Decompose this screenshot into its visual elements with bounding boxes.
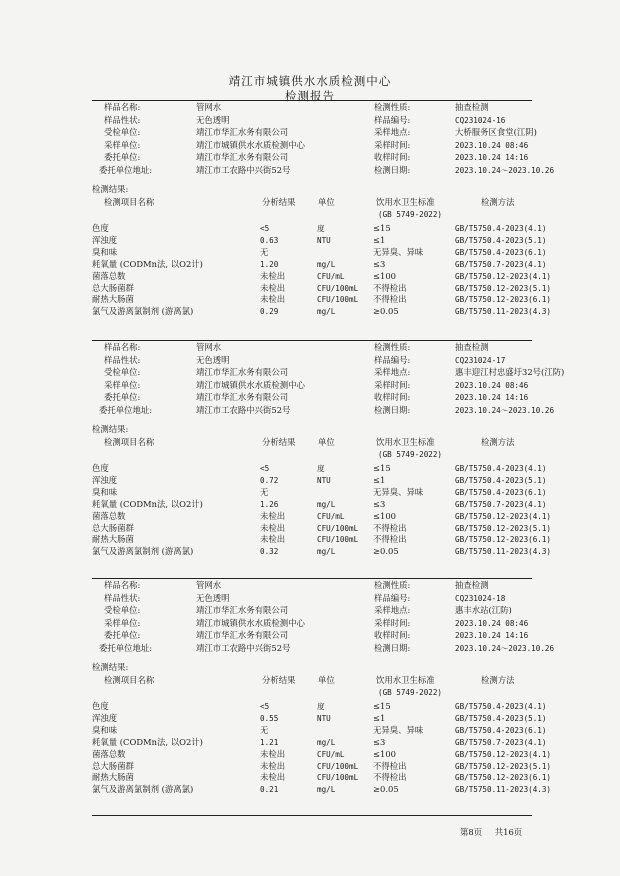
entrusting-address-value: 靖江市工农路中兴街52号 — [196, 404, 291, 415]
entrusting-address-value: 靖江市工农路中兴街52号 — [196, 642, 291, 653]
col-header-method: 检测方法 — [481, 197, 515, 207]
entrusting-address-label: 委托单位地址: — [99, 164, 153, 175]
sample-name-label: 样品名称: — [104, 102, 141, 112]
row-method: GB/T5750.12-2023(5.1) — [455, 283, 552, 293]
row-standard: ≤1 — [373, 712, 386, 723]
row-result: <5 — [260, 464, 270, 473]
row-unit: NTU — [317, 235, 331, 245]
col-header-item: 检测项目名称 — [104, 197, 155, 207]
row-item-name: 耗氧量 (CODMn法, 以O2计) — [92, 258, 203, 269]
row-item-name: 菌落总数 — [92, 510, 126, 521]
sample-name-value: 管网水 — [196, 342, 222, 352]
sampling-unit-label: 采样单位: — [104, 139, 141, 150]
results-label: 检测结果: — [92, 184, 129, 194]
row-method: GB/T5750.12-2023(6.1) — [455, 535, 552, 545]
sample-number-label: 样品编号: — [374, 114, 411, 125]
col-header-standard: 饮用水卫生标准 — [376, 197, 435, 207]
row-unit: CFU/100mL — [317, 761, 359, 771]
receive-time-value: 2023.10.24 14:16 — [455, 393, 529, 402]
test-date-value: 2023.10.24～2023.10.26 — [455, 165, 555, 175]
sample-nature-value: 无色透明 — [196, 114, 230, 125]
row-method: GB/T5750.4-2023(4.1) — [455, 702, 547, 711]
row-unit: CFU/mL — [317, 511, 345, 521]
sampling-site-label: 采样地点: — [374, 605, 411, 615]
sampling-time-label: 采样时间: — [374, 617, 411, 628]
row-method: GB/T5750.4-2023(6.1) — [455, 487, 547, 497]
entrusting-unit-label: 委托单位: — [104, 630, 141, 640]
row-standard: ≤100 — [373, 510, 397, 521]
client-unit-value: 靖江市华汇水务有限公司 — [196, 605, 289, 615]
row-result: 1.20 — [260, 259, 279, 269]
divider-line — [92, 100, 532, 101]
receive-time-label: 收样时间: — [374, 630, 411, 640]
row-standard: ≤100 — [373, 270, 397, 281]
row-item-name: 总大肠菌群 — [92, 282, 134, 293]
entrusting-address-label: 委托单位地址: — [99, 642, 153, 653]
col-header-result: 分析结果 — [262, 437, 296, 447]
row-item-name: 氯气及游离氯制剂 (游离氯) — [92, 546, 194, 557]
row-method: GB/T5750.4-2023(5.1) — [455, 475, 547, 485]
test-date-label: 检测日期: — [374, 404, 411, 415]
divider-line — [92, 815, 532, 816]
test-nature-value: 抽查检测 — [455, 102, 489, 112]
row-item-name: 菌落总数 — [92, 270, 126, 281]
page-total: 共16页 — [494, 827, 523, 837]
row-item-name: 菌落总数 — [92, 748, 126, 759]
row-item-name: 氯气及游离氯制剂 (游离氯) — [92, 784, 194, 795]
sample-nature-value: 无色透明 — [196, 354, 230, 365]
sample-number-value: CQ231024-16 — [455, 115, 506, 125]
row-result: <5 — [260, 224, 270, 233]
row-result: 未检出 — [260, 772, 286, 783]
row-unit: CFU/mL — [317, 271, 345, 281]
sampling-site-value: 惠丰水站(江防) — [455, 605, 512, 615]
row-result: 未检出 — [260, 510, 286, 521]
entrusting-unit-value: 靖江市华汇水务有限公司 — [196, 392, 289, 402]
row-result: 未检出 — [260, 760, 286, 771]
sample-nature-label: 样品性状: — [104, 354, 141, 365]
row-standard: 不得检出 — [373, 294, 407, 305]
row-result: 0.63 — [260, 235, 279, 245]
entrusting-address-value: 靖江市工农路中兴街52号 — [196, 164, 291, 175]
client-unit-label: 受检单位: — [104, 605, 141, 615]
sample-nature-label: 样品性状: — [104, 592, 141, 603]
sampling-site-value: 大桥服务区食堂(江阴) — [455, 127, 537, 137]
row-standard: 不得检出 — [373, 522, 407, 533]
test-nature-value: 抽查检测 — [455, 580, 489, 590]
row-item-name: 色度 — [92, 463, 109, 473]
row-item-name: 耗氧量 (CODMn法, 以O2计) — [92, 736, 203, 747]
sample-number-label: 样品编号: — [374, 592, 411, 603]
row-item-name: 总大肠菌群 — [92, 522, 134, 533]
receive-time-value: 2023.10.24 14:16 — [455, 153, 529, 162]
col-header-standard: 饮用水卫生标准 — [376, 437, 435, 447]
row-result: 0.72 — [260, 475, 279, 485]
test-nature-label: 检测性质: — [374, 580, 411, 590]
col-header-standard: 饮用水卫生标准 — [376, 675, 435, 685]
row-method: GB/T5750.11-2023(4.3) — [455, 785, 552, 795]
sampling-unit-label: 采样单位: — [104, 379, 141, 390]
row-standard: ≤1 — [373, 474, 386, 485]
row-result: 未检出 — [260, 534, 286, 545]
row-method: GB/T5750.4-2023(5.1) — [455, 713, 547, 723]
entrusting-unit-label: 委托单位: — [104, 152, 141, 162]
col-header-item: 检测项目名称 — [104, 437, 155, 447]
row-method: GB/T5750.7-2023(4.1) — [455, 737, 547, 747]
row-unit: mg/L — [317, 259, 336, 269]
row-item-name: 浑浊度 — [92, 474, 118, 485]
sample-name-label: 样品名称: — [104, 342, 141, 352]
test-nature-label: 检测性质: — [374, 102, 411, 112]
receive-time-label: 收样时间: — [374, 392, 411, 402]
row-result: 0.55 — [260, 713, 279, 723]
row-method: GB/T5750.4-2023(6.1) — [455, 725, 547, 735]
results-label: 检测结果: — [92, 424, 129, 434]
test-nature-value: 抽查检测 — [455, 342, 489, 352]
row-standard: 不得检出 — [373, 772, 407, 783]
sampling-time-value: 2023.10.24 08:46 — [455, 618, 529, 628]
col-header-item: 检测项目名称 — [104, 675, 155, 685]
row-method: GB/T5750.4-2023(5.1) — [455, 235, 547, 245]
row-item-name: 臭和味 — [92, 246, 118, 257]
test-date-label: 检测日期: — [374, 164, 411, 175]
row-standard: 无异臭、异味 — [373, 724, 424, 735]
col-header-method: 检测方法 — [481, 437, 515, 447]
client-unit-value: 靖江市华汇水务有限公司 — [196, 367, 289, 377]
col-header-standard-code: (GB 5749-2022) — [378, 450, 443, 459]
sampling-unit-value: 靖江市城镇供水水质检测中心 — [196, 617, 305, 628]
sample-nature-value: 无色透明 — [196, 592, 230, 603]
sample-name-label: 样品名称: — [104, 580, 141, 590]
row-standard: ≤15 — [373, 463, 391, 473]
row-standard: ≥0.05 — [373, 784, 399, 795]
row-standard: 不得检出 — [373, 282, 407, 293]
row-unit: mg/L — [317, 307, 336, 317]
row-unit: mg/L — [317, 785, 336, 795]
row-result: 0.29 — [260, 307, 279, 317]
sample-number-label: 样品编号: — [374, 354, 411, 365]
row-result: 未检出 — [260, 748, 286, 759]
report-subtitle: 检测报告 — [285, 89, 335, 103]
client-unit-label: 受检单位: — [104, 367, 141, 377]
row-unit: CFU/100mL — [317, 283, 359, 293]
test-date-value: 2023.10.24～2023.10.26 — [455, 643, 555, 653]
row-item-name: 耐热大肠菌 — [92, 772, 134, 783]
row-method: GB/T5750.7-2023(4.1) — [455, 499, 547, 509]
row-unit: CFU/100mL — [317, 773, 359, 783]
row-standard: 不得检出 — [373, 760, 407, 771]
col-header-unit: 单位 — [318, 197, 335, 207]
row-standard: ≤1 — [373, 234, 386, 245]
row-unit: CFU/100mL — [317, 295, 359, 305]
row-method: GB/T5750.12-2023(6.1) — [455, 295, 552, 305]
sample-nature-label: 样品性状: — [104, 114, 141, 125]
row-standard: ≤3 — [373, 736, 386, 747]
client-unit-label: 受检单位: — [104, 127, 141, 137]
col-header-result: 分析结果 — [262, 675, 296, 685]
sampling-unit-label: 采样单位: — [104, 617, 141, 628]
page-footer — [460, 826, 532, 838]
row-item-name: 臭和味 — [92, 486, 118, 497]
row-method: GB/T5750.12-2023(4.1) — [455, 511, 552, 521]
row-item-name: 耗氧量 (CODMn法, 以O2计) — [92, 498, 203, 509]
row-method: GB/T5750.7-2023(4.1) — [455, 259, 547, 269]
col-header-standard-code: (GB 5749-2022) — [378, 688, 443, 697]
test-nature-label: 检测性质: — [374, 342, 411, 352]
row-method: GB/T5750.4-2023(4.1) — [455, 464, 547, 473]
sample-number-value: CQ231024-17 — [455, 355, 506, 365]
sampling-time-label: 采样时间: — [374, 139, 411, 150]
row-method: GB/T5750.4-2023(4.1) — [455, 224, 547, 233]
row-unit: 度 — [317, 464, 325, 473]
row-item-name: 臭和味 — [92, 724, 118, 735]
row-result: 未检出 — [260, 294, 286, 305]
col-header-standard-code: (GB 5749-2022) — [378, 210, 443, 219]
row-item-name: 浑浊度 — [92, 712, 118, 723]
row-result: 未检出 — [260, 522, 286, 533]
row-standard: 无异臭、异味 — [373, 246, 424, 257]
row-result: 无 — [260, 246, 269, 257]
row-unit: CFU/100mL — [317, 523, 359, 533]
row-result: 未检出 — [260, 282, 286, 293]
col-header-unit: 单位 — [318, 437, 335, 447]
report-org-title: 靖江市城镇供水水质检测中心 — [228, 74, 392, 88]
row-method: GB/T5750.12-2023(5.1) — [455, 761, 552, 771]
row-item-name: 浑浊度 — [92, 234, 118, 245]
row-method: GB/T5750.4-2023(6.1) — [455, 247, 547, 257]
row-unit: 度 — [317, 224, 325, 233]
sample-name-value: 管网水 — [196, 102, 222, 112]
row-item-name: 总大肠菌群 — [92, 760, 134, 771]
row-unit: 度 — [317, 702, 325, 711]
sampling-time-value: 2023.10.24 08:46 — [455, 380, 529, 390]
row-unit: NTU — [317, 475, 331, 485]
row-unit: mg/L — [317, 737, 336, 747]
page-number: 第8页 — [460, 827, 483, 837]
sampling-site-label: 采样地点: — [374, 127, 411, 137]
row-standard: ≤15 — [373, 701, 391, 711]
row-method: GB/T5750.12-2023(4.1) — [455, 749, 552, 759]
row-result: 0.32 — [260, 547, 279, 557]
row-standard: ≤100 — [373, 748, 397, 759]
row-standard: ≤15 — [373, 223, 391, 233]
row-item-name: 耐热大肠菌 — [92, 294, 134, 305]
row-unit: mg/L — [317, 499, 336, 509]
entrusting-unit-value: 靖江市华汇水务有限公司 — [196, 630, 289, 640]
results-label: 检测结果: — [92, 662, 129, 672]
row-method: GB/T5750.11-2023(4.3) — [455, 547, 552, 557]
row-result: 未检出 — [260, 270, 286, 281]
row-item-name: 色度 — [92, 701, 109, 711]
receive-time-value: 2023.10.24 14:16 — [455, 631, 529, 640]
row-unit: NTU — [317, 713, 331, 723]
row-standard: 无异臭、异味 — [373, 486, 424, 497]
test-date-value: 2023.10.24～2023.10.26 — [455, 405, 555, 415]
entrusting-address-label: 委托单位地址: — [99, 404, 153, 415]
row-result: 0.21 — [260, 785, 279, 795]
divider-line — [92, 340, 532, 341]
receive-time-label: 收样时间: — [374, 152, 411, 162]
row-method: GB/T5750.12-2023(6.1) — [455, 773, 552, 783]
col-header-method: 检测方法 — [481, 675, 515, 685]
row-result: 无 — [260, 724, 269, 735]
row-item-name: 氯气及游离氯制剂 (游离氯) — [92, 306, 194, 317]
sample-number-value: CQ231024-18 — [455, 593, 506, 603]
col-header-unit: 单位 — [318, 675, 335, 685]
row-result: <5 — [260, 702, 270, 711]
row-result: 1.21 — [260, 737, 279, 747]
sampling-site-value: 惠丰迎江村忠盛圩32号(江防) — [455, 367, 565, 377]
col-header-result: 分析结果 — [262, 197, 296, 207]
sampling-unit-value: 靖江市城镇供水水质检测中心 — [196, 139, 305, 150]
row-unit: mg/L — [317, 547, 336, 557]
row-unit: CFU/mL — [317, 749, 345, 759]
row-unit: CFU/100mL — [317, 535, 359, 545]
row-method: GB/T5750.12-2023(4.1) — [455, 271, 552, 281]
row-result: 1.26 — [260, 499, 279, 509]
row-method: GB/T5750.11-2023(4.3) — [455, 307, 552, 317]
entrusting-unit-value: 靖江市华汇水务有限公司 — [196, 152, 289, 162]
sampling-time-value: 2023.10.24 08:46 — [455, 140, 529, 150]
row-standard: 不得检出 — [373, 534, 407, 545]
sample-name-value: 管网水 — [196, 580, 222, 590]
divider-line — [92, 578, 532, 579]
test-date-label: 检测日期: — [374, 642, 411, 653]
row-item-name: 耐热大肠菌 — [92, 534, 134, 545]
client-unit-value: 靖江市华汇水务有限公司 — [196, 127, 289, 137]
row-standard: ≤3 — [373, 258, 386, 269]
sampling-site-label: 采样地点: — [374, 367, 411, 377]
row-item-name: 色度 — [92, 223, 109, 233]
entrusting-unit-label: 委托单位: — [104, 392, 141, 402]
sampling-unit-value: 靖江市城镇供水水质检测中心 — [196, 379, 305, 390]
row-method: GB/T5750.12-2023(5.1) — [455, 523, 552, 533]
row-standard: ≥0.05 — [373, 306, 399, 317]
row-standard: ≥0.05 — [373, 546, 399, 557]
sampling-time-label: 采样时间: — [374, 379, 411, 390]
row-result: 无 — [260, 486, 269, 497]
row-standard: ≤3 — [373, 498, 386, 509]
